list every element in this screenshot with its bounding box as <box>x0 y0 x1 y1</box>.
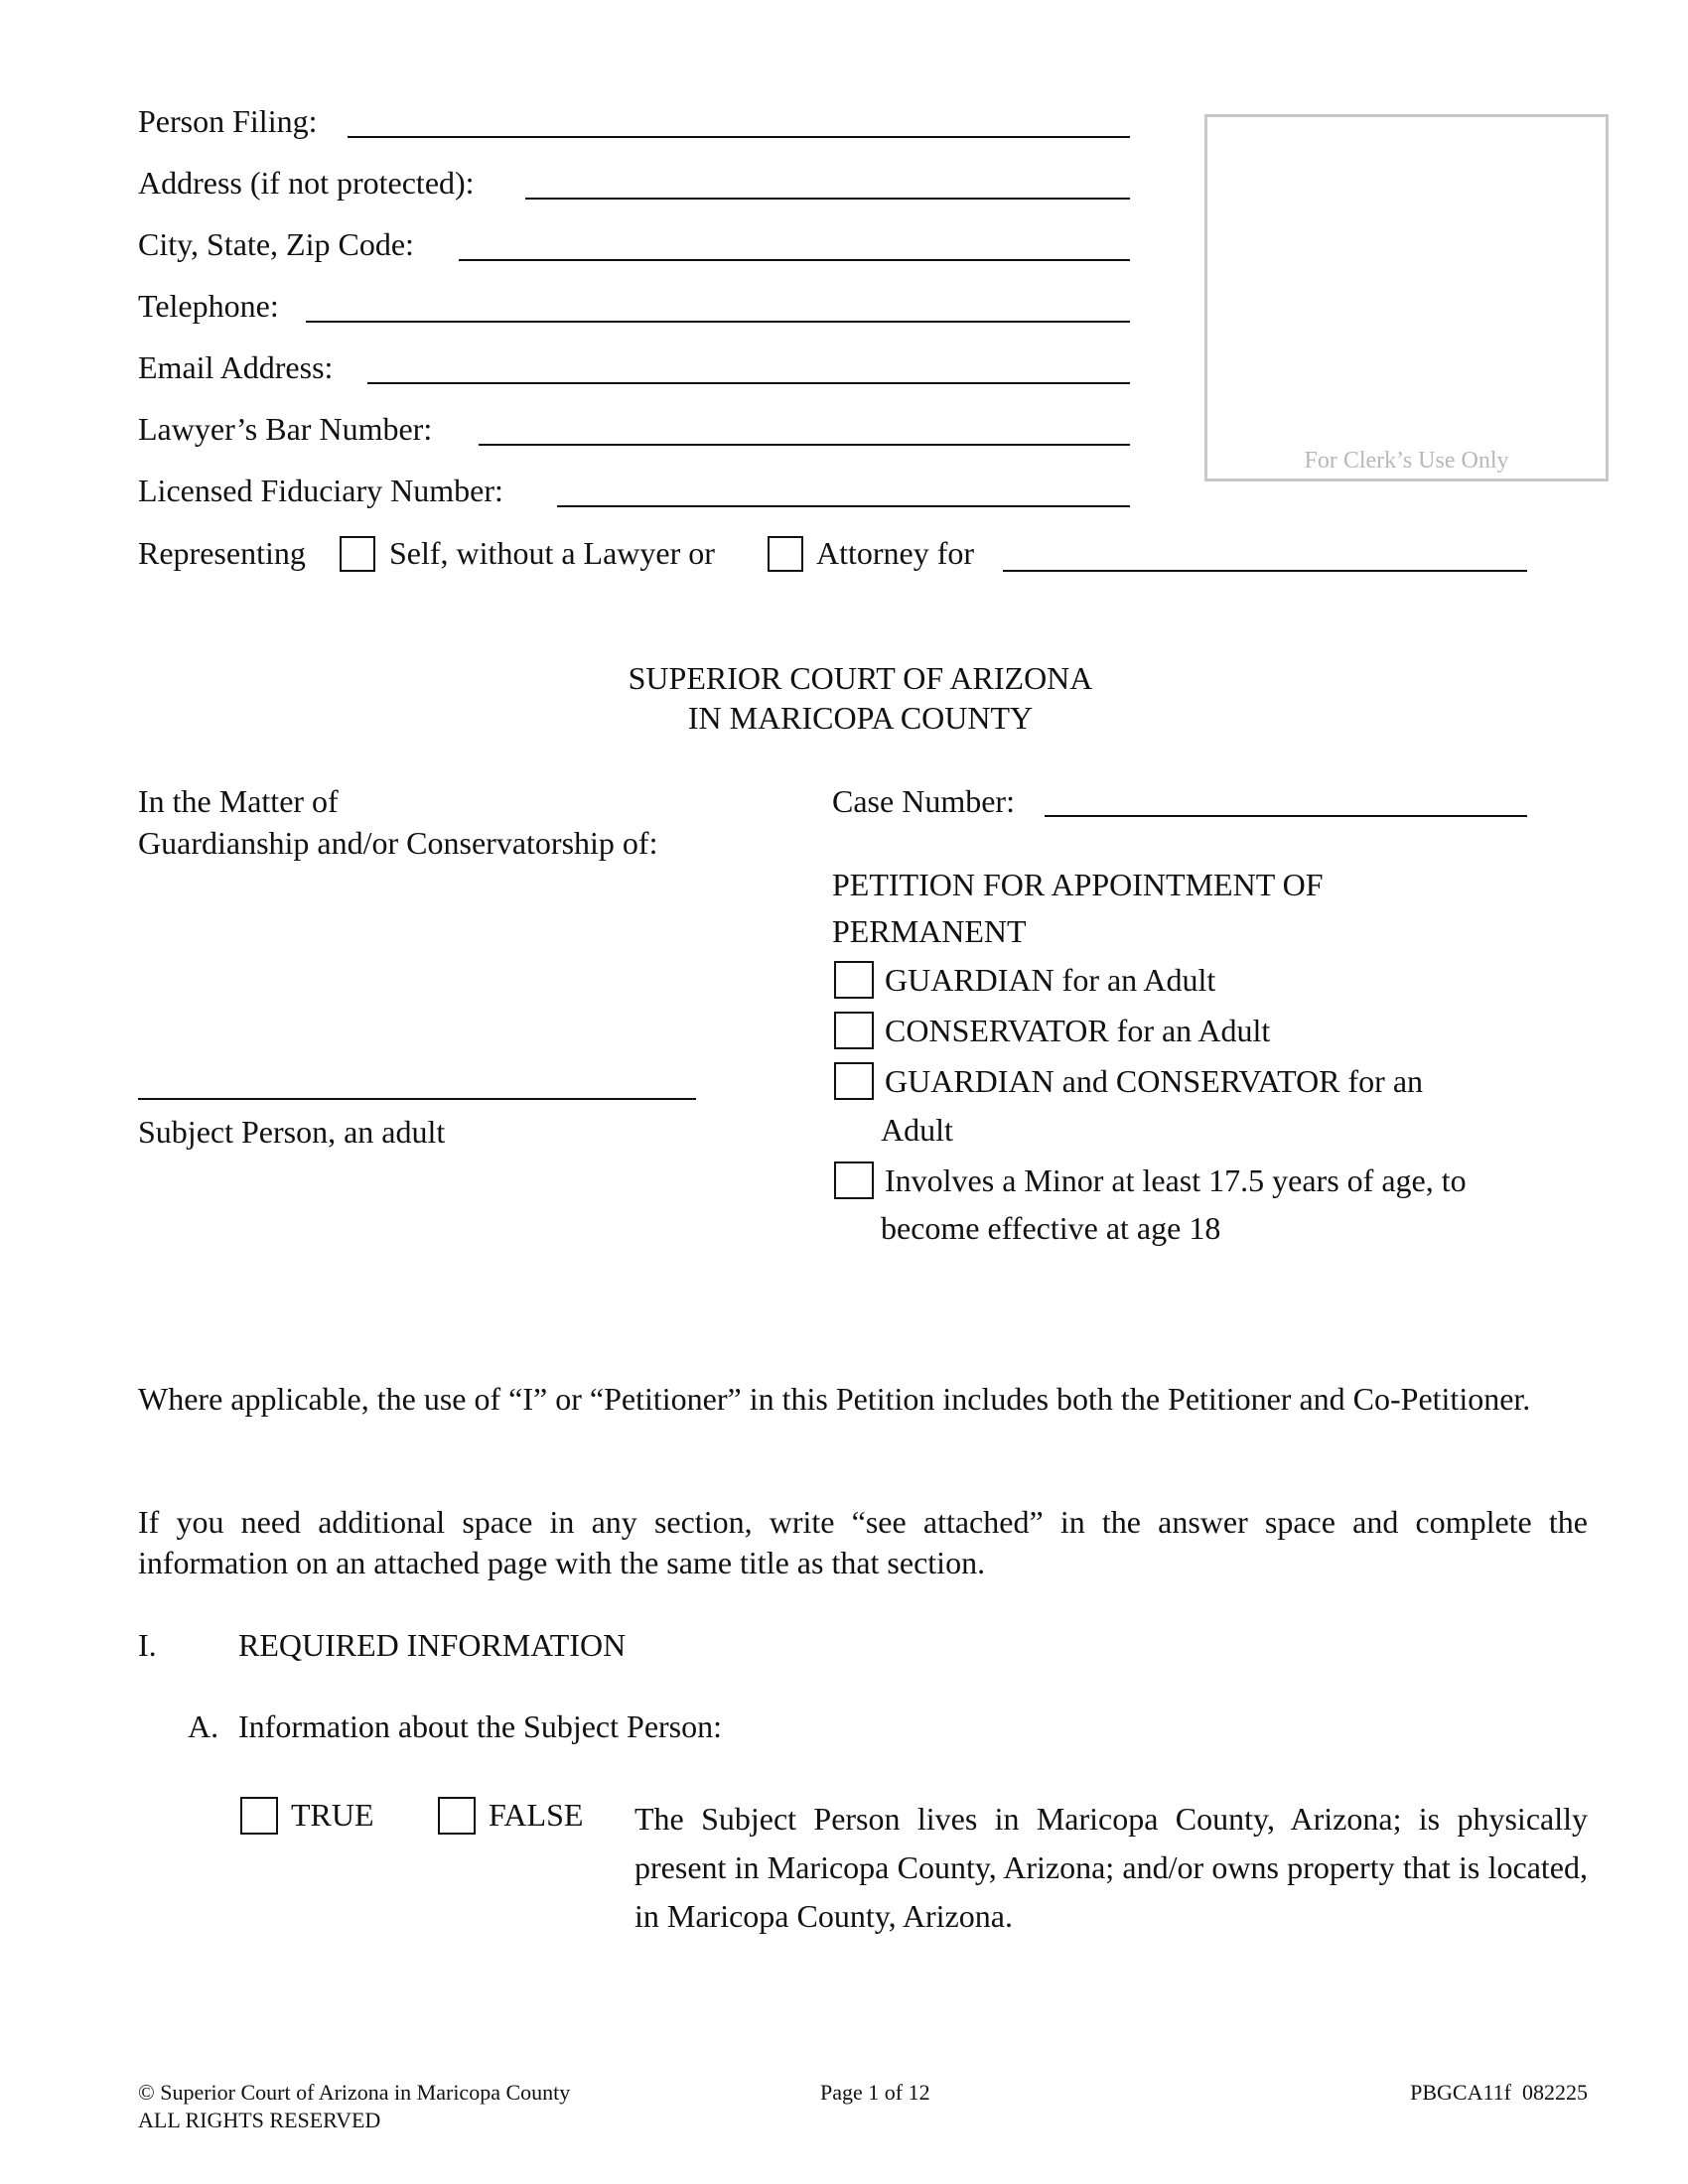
self-option-label: Self, without a Lawyer or <box>389 535 715 571</box>
city-state-zip-label: City, State, Zip Code: <box>138 226 414 262</box>
true-checkbox[interactable] <box>240 1797 278 1835</box>
false-checkbox[interactable] <box>438 1797 476 1835</box>
true-label: TRUE <box>291 1797 374 1833</box>
minor-label-cont: become effective at age 18 <box>881 1210 1221 1246</box>
city-state-zip-field[interactable] <box>459 259 1130 261</box>
attorney-option-label: Attorney for <box>816 535 975 571</box>
petitioner-definition-paragraph: Where applicable, the use of “I” or “Petitioner” in this Petition includes both the Petitioner and Co-Petitioner. <box>138 1381 1531 1417</box>
conservator-adult-label: CONSERVATOR for an Adult <box>885 1013 1271 1048</box>
minor-label: Involves a Minor at least 17.5 years of age, to <box>885 1162 1467 1198</box>
court-name-line2: IN MARICOPA COUNTY <box>687 700 1034 736</box>
false-label: FALSE <box>489 1797 584 1833</box>
person-filing-label: Person Filing: <box>138 103 318 139</box>
guardian-adult-checkbox[interactable] <box>834 961 874 999</box>
minor-checkbox[interactable] <box>834 1161 874 1199</box>
guardian-conservator-label: GUARDIAN and CONSERVATOR for an <box>885 1063 1424 1099</box>
clerk-use-label: For Clerk’s Use Only <box>1304 448 1509 474</box>
address-field[interactable] <box>525 198 1130 200</box>
fiduciary-number-field[interactable] <box>557 505 1130 507</box>
footer-form-code: PBGCA11f 082225 <box>1410 2080 1588 2105</box>
email-label: Email Address: <box>138 349 334 385</box>
conservator-adult-checkbox[interactable] <box>834 1012 874 1049</box>
additional-space-paragraph: If you need additional space in any section, write “see attached” in the answer space and complete the information on an attached page with the same title as that section. <box>138 1504 1588 1580</box>
petition-title-line2: PERMANENT <box>832 913 1027 949</box>
address-label: Address (if not protected): <box>138 165 475 201</box>
fiduciary-number-label: Licensed Fiduciary Number: <box>138 473 503 508</box>
attorney-for-field[interactable] <box>1003 570 1527 572</box>
bar-number-field[interactable] <box>479 444 1130 446</box>
subject-person-label: Subject Person, an adult <box>138 1114 446 1150</box>
guardian-conservator-checkbox[interactable] <box>834 1062 874 1100</box>
attorney-checkbox[interactable] <box>768 536 803 572</box>
footer-copyright-line1: © Superior Court of Arizona in Maricopa County <box>138 2080 571 2105</box>
subject-person-name-field[interactable] <box>138 1098 696 1100</box>
footer-copyright-line2: ALL RIGHTS RESERVED <box>138 2108 381 2132</box>
clerk-use-box <box>1204 114 1609 481</box>
guardian-conservator-label-cont: Adult <box>881 1112 953 1148</box>
self-checkbox[interactable] <box>340 536 375 572</box>
petition-title-line1: PETITION FOR APPOINTMENT OF <box>832 867 1324 902</box>
subsection-letter: A. <box>188 1708 219 1744</box>
footer-page-number: Page 1 of 12 <box>820 2080 930 2105</box>
representing-label: Representing <box>138 535 306 571</box>
subsection-title: Information about the Subject Person: <box>238 1708 723 1744</box>
court-name-line1: SUPERIOR COURT OF ARIZONA <box>628 660 1093 696</box>
telephone-label: Telephone: <box>138 288 279 324</box>
case-number-label: Case Number: <box>832 783 1015 819</box>
matter-line1: In the Matter of <box>138 783 339 819</box>
person-filing-field[interactable] <box>348 136 1130 138</box>
section-number: I. <box>138 1627 157 1663</box>
email-field[interactable] <box>367 382 1130 384</box>
section-title: REQUIRED INFORMATION <box>238 1627 627 1663</box>
guardian-adult-label: GUARDIAN for an Adult <box>885 962 1216 998</box>
case-number-field[interactable] <box>1045 815 1527 817</box>
matter-line2: Guardianship and/or Conservatorship of: <box>138 825 658 861</box>
bar-number-label: Lawyer’s Bar Number: <box>138 411 433 447</box>
residency-statement: The Subject Person lives in Maricopa County, Arizona; is physically present in Maricopa County, Arizona; and/or owns property that is located, in Maricopa County, Arizona. <box>634 1801 1588 1934</box>
telephone-field[interactable] <box>306 321 1130 323</box>
